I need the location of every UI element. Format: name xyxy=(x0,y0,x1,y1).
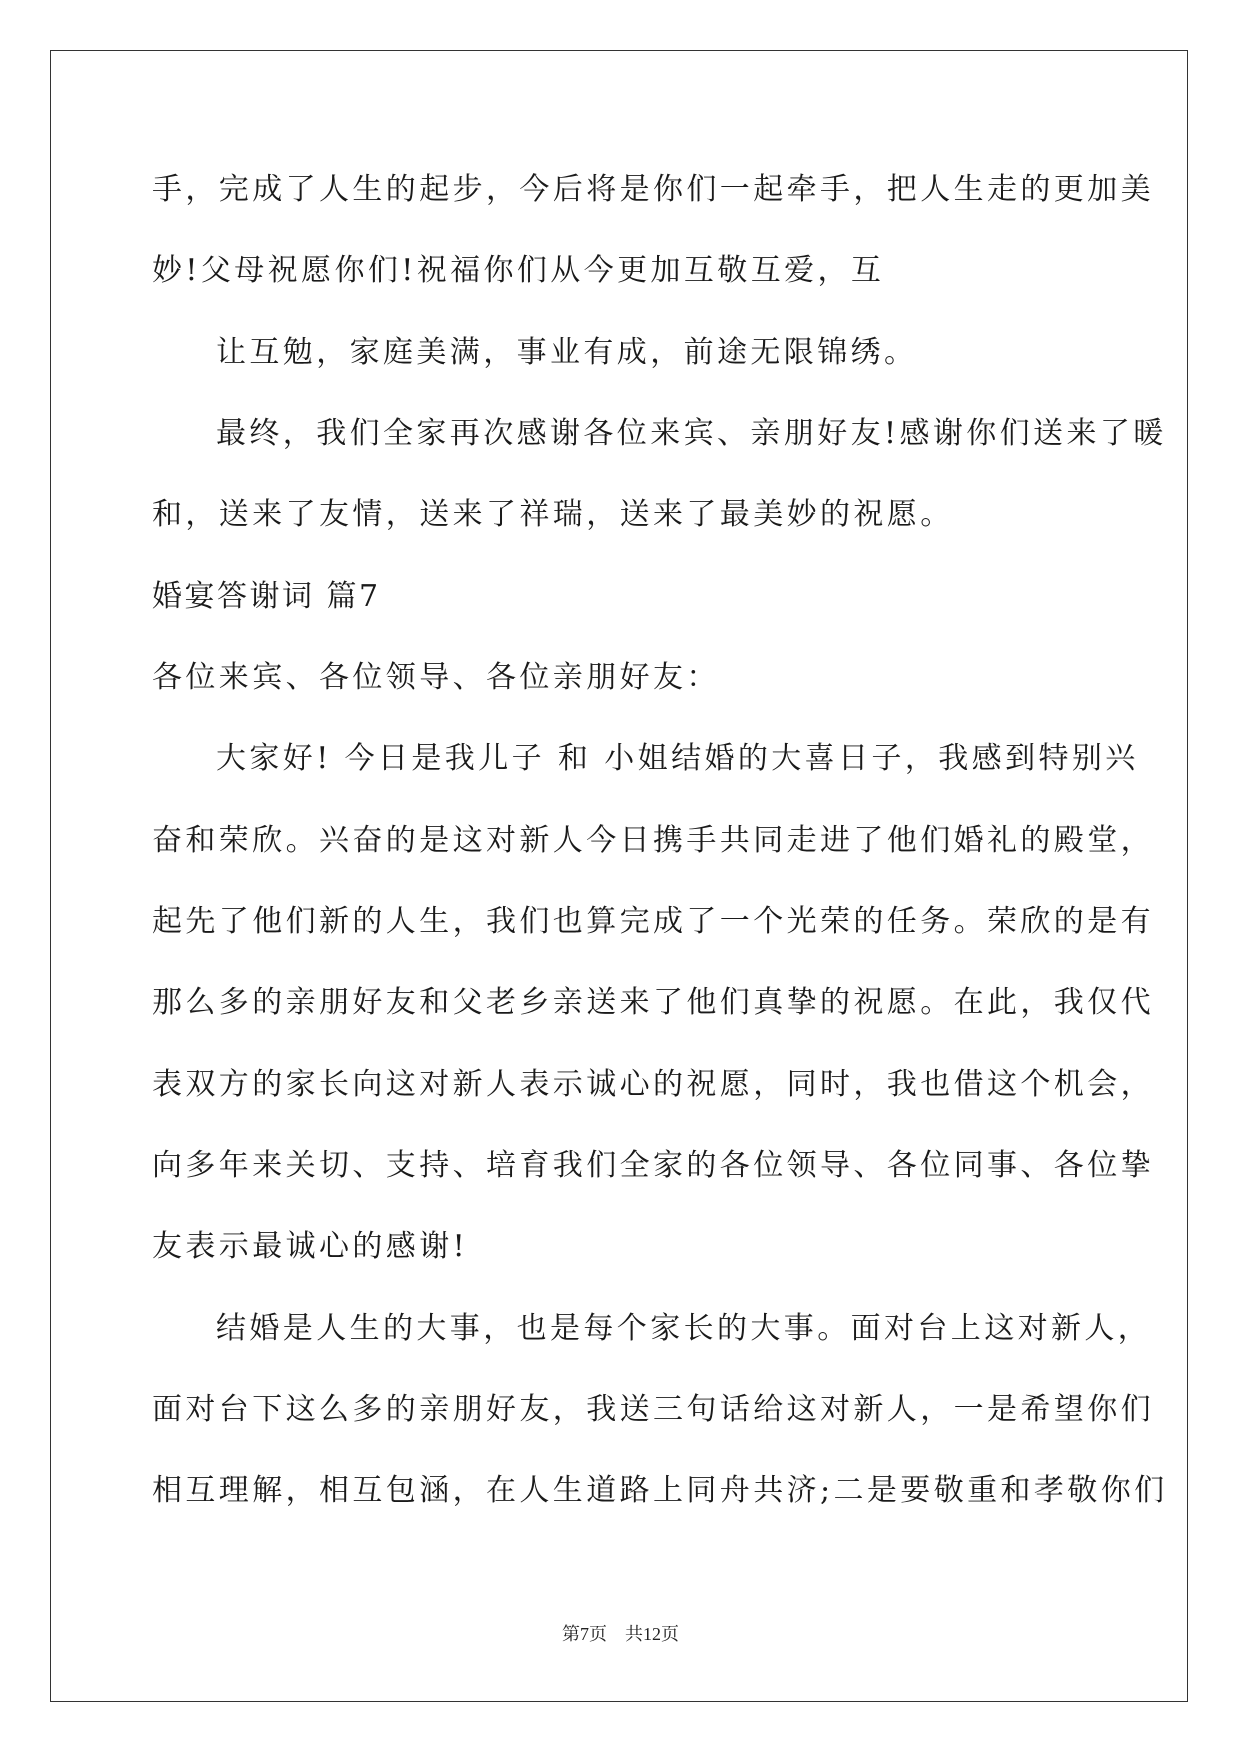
section-heading: 婚宴答谢词 篇7 xyxy=(152,579,381,614)
paragraph-line: 奋和荣欣。兴奋的是这对新人今日携手共同走进了他们婚礼的殿堂， xyxy=(152,823,1154,858)
paragraph-line: 大家好! 今日是我儿子 和 小姐结婚的大喜日子，我感到特别兴 xyxy=(216,741,1139,776)
paragraph-line: 友表示最诚心的感谢! xyxy=(152,1229,469,1264)
page-number-footer: 第7页 共12页 xyxy=(562,1624,679,1644)
paragraph-line: 让互勉，家庭美满，事业有成，前途无限锦绣。 xyxy=(216,335,918,370)
paragraph-line: 相互理解，相互包涵，在人生道路上同舟共济;二是要敬重和孝敬你们 xyxy=(152,1473,1168,1508)
paragraph-line: 起先了他们新的人生，我们也算完成了一个光荣的任务。荣欣的是有 xyxy=(152,904,1154,939)
salutation-line: 各位来宾、各位领导、各位亲朋好友： xyxy=(152,660,720,695)
page-border xyxy=(50,50,1188,1702)
paragraph-line: 和，送来了友情，送来了祥瑞，送来了最美妙的祝愿。 xyxy=(152,497,954,532)
paragraph-line: 面对台下这么多的亲朋好友，我送三句话给这对新人，一是希望你们 xyxy=(152,1392,1154,1427)
paragraph-line: 最终，我们全家再次感谢各位来宾、亲朋好友!感谢你们送来了暖 xyxy=(216,416,1167,451)
paragraph-line: 妙!父母祝愿你们!祝福你们从今更加互敬互爱，互 xyxy=(152,253,885,288)
paragraph-line: 表双方的家长向这对新人表示诚心的祝愿，同时，我也借这个机会， xyxy=(152,1067,1154,1102)
paragraph-line: 手，完成了人生的起步，今后将是你们一起牵手，把人生走的更加美 xyxy=(152,172,1154,207)
paragraph-line: 向多年来关切、支持、培育我们全家的各位领导、各位同事、各位挚 xyxy=(152,1148,1154,1183)
paragraph-line: 结婚是人生的大事，也是每个家长的大事。面对台上这对新人， xyxy=(216,1311,1152,1346)
paragraph-line: 那么多的亲朋好友和父老乡亲送来了他们真挚的祝愿。在此，我仅代 xyxy=(152,985,1154,1020)
